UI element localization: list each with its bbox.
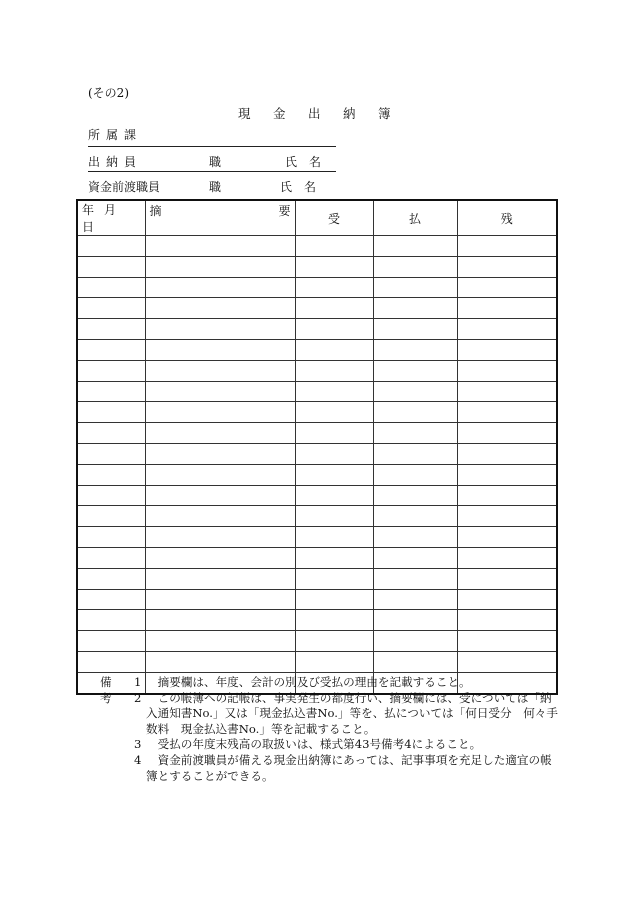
cashier-char: 納 xyxy=(106,155,119,169)
date-cell[interactable] xyxy=(77,589,145,610)
receipt-cell[interactable] xyxy=(295,402,373,423)
summary-cell[interactable] xyxy=(145,319,295,340)
receipt-cell[interactable] xyxy=(295,610,373,631)
cashier-char: 員 xyxy=(124,155,137,169)
col-balance-header: 残 xyxy=(457,200,557,236)
cashier-label xyxy=(88,153,142,170)
receipt-cell[interactable] xyxy=(295,277,373,298)
summary-cell[interactable] xyxy=(145,506,295,527)
receipt-cell[interactable] xyxy=(295,423,373,444)
balance-cell[interactable] xyxy=(457,527,557,548)
department-label xyxy=(88,126,142,143)
cashier-post-label: 職 xyxy=(209,155,222,169)
date-cell[interactable] xyxy=(77,631,145,652)
payment-cell[interactable] xyxy=(373,631,457,652)
summary-header-char: 要 xyxy=(278,204,291,218)
department-underline xyxy=(88,146,336,147)
table-row xyxy=(77,381,557,402)
summary-cell[interactable] xyxy=(145,277,295,298)
payment-cell[interactable] xyxy=(373,589,457,610)
department-char: 課 xyxy=(124,128,137,142)
date-cell[interactable] xyxy=(77,402,145,423)
summary-cell[interactable] xyxy=(145,485,295,506)
date-cell[interactable] xyxy=(77,423,145,444)
payment-cell[interactable] xyxy=(373,423,457,444)
table-row xyxy=(77,464,557,485)
summary-cell[interactable] xyxy=(145,298,295,319)
cashier-name-label: 氏 名 xyxy=(285,155,322,169)
table-row xyxy=(77,360,557,381)
col-summary-header xyxy=(145,200,295,236)
table-row xyxy=(77,443,557,464)
table-row xyxy=(77,402,557,423)
date-cell[interactable] xyxy=(77,485,145,506)
balance-cell[interactable] xyxy=(457,381,557,402)
receipt-cell[interactable] xyxy=(295,506,373,527)
title-char: 簿 xyxy=(378,106,391,121)
summary-cell[interactable] xyxy=(145,464,295,485)
payment-cell[interactable] xyxy=(373,464,457,485)
date-header-char: 年 xyxy=(82,203,95,217)
table-row xyxy=(77,339,557,360)
form-title xyxy=(238,104,413,122)
table-row xyxy=(77,631,557,652)
receipt-cell[interactable] xyxy=(295,651,373,672)
table-row xyxy=(77,485,557,506)
balance-cell[interactable] xyxy=(457,256,557,277)
table-row xyxy=(77,319,557,340)
receipt-cell[interactable] xyxy=(295,547,373,568)
advance-post-label: 職 xyxy=(209,180,222,194)
table-row xyxy=(77,651,557,672)
advance-name-label: 氏 名 xyxy=(280,180,317,194)
summary-cell[interactable] xyxy=(145,256,295,277)
title-char: 出 xyxy=(308,106,321,121)
balance-cell[interactable] xyxy=(457,277,557,298)
payment-cell[interactable] xyxy=(373,651,457,672)
note-text: 数料 現金払込書No.」等を記載すること。 xyxy=(146,721,376,736)
receipt-cell[interactable] xyxy=(295,319,373,340)
department-char: 所 xyxy=(88,128,101,142)
summary-header-char: 摘 xyxy=(149,204,162,218)
title-char: 金 xyxy=(273,106,286,121)
summary-cell[interactable] xyxy=(145,381,295,402)
payment-cell[interactable] xyxy=(373,360,457,381)
notes-heading: 備考 xyxy=(100,675,112,705)
ledger-header-row xyxy=(77,200,557,236)
note-number: 3 xyxy=(134,737,142,752)
payment-cell[interactable] xyxy=(373,610,457,631)
note-number: 2 xyxy=(134,690,142,705)
receipt-cell[interactable] xyxy=(295,631,373,652)
table-row xyxy=(77,506,557,527)
col-receipt-header: 受 xyxy=(295,200,373,236)
note-item-2 xyxy=(134,691,552,707)
cashier-underline xyxy=(88,171,336,172)
summary-cell[interactable] xyxy=(145,443,295,464)
balance-cell[interactable] xyxy=(457,423,557,444)
balance-cell[interactable] xyxy=(457,236,557,257)
receipt-cell[interactable] xyxy=(295,485,373,506)
col-date-header xyxy=(77,200,145,236)
payment-cell[interactable] xyxy=(373,527,457,548)
title-char: 納 xyxy=(343,106,356,121)
payment-cell[interactable] xyxy=(373,443,457,464)
balance-cell[interactable] xyxy=(457,339,557,360)
balance-cell[interactable] xyxy=(457,360,557,381)
table-row xyxy=(77,527,557,548)
receipt-cell[interactable] xyxy=(295,568,373,589)
payment-cell[interactable] xyxy=(373,506,457,527)
department-char: 属 xyxy=(106,128,119,142)
date-cell[interactable] xyxy=(77,651,145,672)
cash-ledger-table xyxy=(76,199,558,695)
receipt-cell[interactable] xyxy=(295,360,373,381)
summary-cell[interactable] xyxy=(145,547,295,568)
table-row xyxy=(77,256,557,277)
date-cell[interactable] xyxy=(77,256,145,277)
balance-cell[interactable] xyxy=(457,568,557,589)
date-header-char: 日 xyxy=(82,220,95,234)
date-cell[interactable] xyxy=(77,360,145,381)
table-row xyxy=(77,236,557,257)
balance-cell[interactable] xyxy=(457,485,557,506)
payment-cell[interactable] xyxy=(373,298,457,319)
form-subtitle: (その2) xyxy=(88,86,129,100)
receipt-cell[interactable] xyxy=(295,339,373,360)
payment-cell[interactable] xyxy=(373,402,457,423)
payment-cell[interactable] xyxy=(373,256,457,277)
note-item-4 xyxy=(134,753,552,769)
table-row xyxy=(77,589,557,610)
date-cell[interactable] xyxy=(77,319,145,340)
balance-cell[interactable] xyxy=(457,589,557,610)
note-text: 摘要欄は、年度、会計の別及び受払の理由を記載すること。 xyxy=(157,675,471,689)
table-row xyxy=(77,423,557,444)
title-char: 現 xyxy=(238,106,251,121)
date-cell[interactable] xyxy=(77,443,145,464)
balance-cell[interactable] xyxy=(457,319,557,340)
balance-cell[interactable] xyxy=(457,402,557,423)
date-cell[interactable] xyxy=(77,547,145,568)
note-text: 資金前渡職員が備える現金出納簿にあっては、記事事項を充足した適宜の帳 xyxy=(157,753,552,767)
receipt-cell[interactable] xyxy=(295,256,373,277)
balance-cell[interactable] xyxy=(457,506,557,527)
summary-cell[interactable] xyxy=(145,527,295,548)
ledger-body xyxy=(77,236,557,694)
receipt-cell[interactable] xyxy=(295,236,373,257)
balance-cell[interactable] xyxy=(457,443,557,464)
date-cell[interactable] xyxy=(77,339,145,360)
payment-cell[interactable] xyxy=(373,547,457,568)
summary-cell[interactable] xyxy=(145,589,295,610)
date-cell[interactable] xyxy=(77,277,145,298)
table-row xyxy=(77,547,557,568)
receipt-cell[interactable] xyxy=(295,464,373,485)
balance-cell[interactable] xyxy=(457,610,557,631)
summary-cell[interactable] xyxy=(145,651,295,672)
note-item-3 xyxy=(134,737,481,753)
payment-cell[interactable] xyxy=(373,568,457,589)
summary-cell[interactable] xyxy=(145,610,295,631)
note-text: 受払の年度末残高の取扱いは、様式第43号備考4によること。 xyxy=(157,737,482,752)
balance-cell[interactable] xyxy=(457,651,557,672)
date-cell[interactable] xyxy=(77,464,145,485)
payment-cell[interactable] xyxy=(373,381,457,402)
note-text: この帳簿への記帳は、事実発生の都度行い、摘要欄には、受については「納 xyxy=(157,690,552,705)
date-cell[interactable] xyxy=(77,381,145,402)
date-cell[interactable] xyxy=(77,527,145,548)
summary-cell[interactable] xyxy=(145,402,295,423)
receipt-cell[interactable] xyxy=(295,527,373,548)
date-cell[interactable] xyxy=(77,298,145,319)
payment-cell[interactable] xyxy=(373,485,457,506)
payment-cell[interactable] xyxy=(373,339,457,360)
advance-officer-label: 資金前渡職員 xyxy=(88,180,161,194)
balance-cell[interactable] xyxy=(457,464,557,485)
summary-cell[interactable] xyxy=(145,360,295,381)
note-text: 簿とすることができる。 xyxy=(146,768,274,783)
payment-cell[interactable] xyxy=(373,236,457,257)
summary-cell[interactable] xyxy=(145,631,295,652)
receipt-cell[interactable] xyxy=(295,298,373,319)
balance-cell[interactable] xyxy=(457,298,557,319)
receipt-cell[interactable] xyxy=(295,381,373,402)
date-header-char: 月 xyxy=(104,203,117,217)
note-item-1 xyxy=(134,675,471,691)
receipt-cell[interactable] xyxy=(295,443,373,464)
date-cell[interactable] xyxy=(77,568,145,589)
note-number: 1 xyxy=(134,675,142,689)
summary-cell[interactable] xyxy=(145,236,295,257)
table-row xyxy=(77,298,557,319)
note-number: 4 xyxy=(134,753,142,767)
table-row xyxy=(77,568,557,589)
payment-cell[interactable] xyxy=(373,319,457,340)
date-cell[interactable] xyxy=(77,236,145,257)
receipt-cell[interactable] xyxy=(295,589,373,610)
table-row xyxy=(77,277,557,298)
date-cell[interactable] xyxy=(77,610,145,631)
balance-cell[interactable] xyxy=(457,547,557,568)
summary-cell[interactable] xyxy=(145,339,295,360)
col-payment-header: 払 xyxy=(373,200,457,236)
table-row xyxy=(77,610,557,631)
summary-cell[interactable] xyxy=(145,568,295,589)
payment-cell[interactable] xyxy=(373,277,457,298)
balance-cell[interactable] xyxy=(457,631,557,652)
note-text: 入通知書No.」又は「現金払込書No.」等を、払については「何日受分 何々手 xyxy=(146,706,558,721)
summary-cell[interactable] xyxy=(145,423,295,444)
date-cell[interactable] xyxy=(77,506,145,527)
cashier-char: 出 xyxy=(88,155,101,169)
